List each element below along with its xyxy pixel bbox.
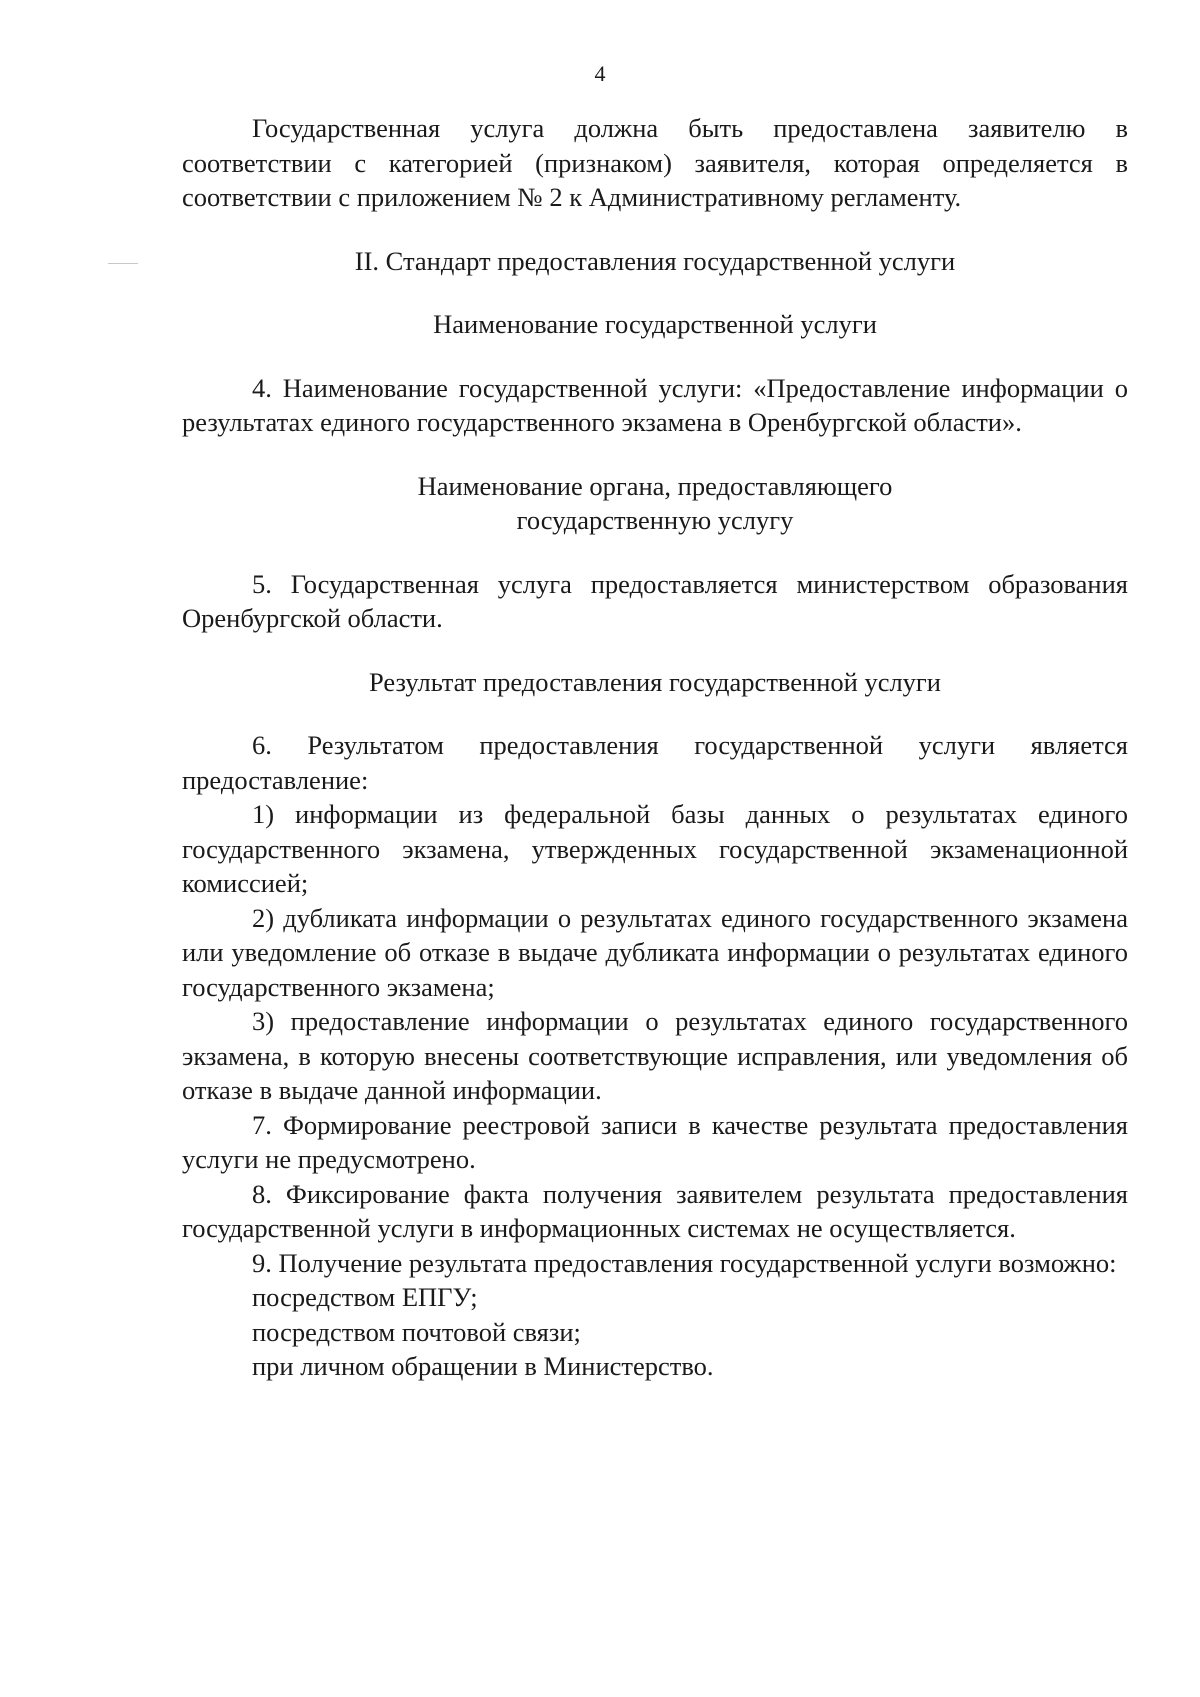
subheading-authority-line1: Наименование органа, предоставляющего xyxy=(417,470,893,501)
list-item: посредством почтовой связи; xyxy=(252,1316,581,1347)
scan-artifact xyxy=(108,263,138,264)
paragraph-6: 6. Результатом предоставления государственной услуги является предоставление: xyxy=(182,730,1128,795)
subheading-authority xyxy=(182,469,1128,538)
paragraph-6-item-3: 3) предоставление информации о результатах единого государственного экзамена, в которую внесены соответствующие исправления, или уведомления об отказе в выдаче данной информации. xyxy=(182,1006,1128,1105)
paragraph-6-item-1: 1) информации из федеральной базы данных о результатах единого государственного экзамена, утвержденных государственной экзаменационной комиссией; xyxy=(182,799,1128,898)
intro-paragraph: Государственная услуга должна быть предоставлена заявителю в соответствии с категорией (признаком) заявителя, которая определяется в соответствии с приложением № 2 к Административному регламенту. xyxy=(182,113,1128,212)
document-body xyxy=(182,111,1128,1384)
section-title: II. Стандарт предоставления государственной услуги xyxy=(354,245,956,276)
subheading-result: Результат предоставления государственной услуги xyxy=(369,666,941,697)
paragraph-8: 8. Фиксирование факта получения заявителем результата предоставления государственной услуги в информационных системах не осуществляется. xyxy=(182,1178,1128,1243)
paragraph-6-item-2: 2) дубликата информации о результатах единого государственного экзамена или уведомление об отказе в выдаче дубликата информации о результатах единого государственного экзамена; xyxy=(182,902,1128,1002)
paragraph-7: 7. Формирование реестровой записи в качестве результата предоставления услуги не предусмотрено. xyxy=(182,1109,1128,1174)
list-item: при личном обращении в Министерство. xyxy=(252,1351,714,1381)
paragraph-9: 9. Получение результата предоставления государственной услуги возможно: xyxy=(252,1247,1117,1278)
subheading-service-name: Наименование государственной услуги xyxy=(433,309,877,339)
list-item: посредством ЕПГУ; xyxy=(252,1282,478,1312)
paragraph-5: 5. Государственная услуга предоставляется министерством образования Оренбургской области. xyxy=(182,568,1128,633)
paragraph-4: 4. Наименование государственной услуги: «Предоставление информации о результатах единого государственного экзамена в Оренбургской области». xyxy=(182,372,1128,437)
subheading-authority-line2: государственную услугу xyxy=(516,505,794,535)
page-number: 4 xyxy=(594,61,606,86)
